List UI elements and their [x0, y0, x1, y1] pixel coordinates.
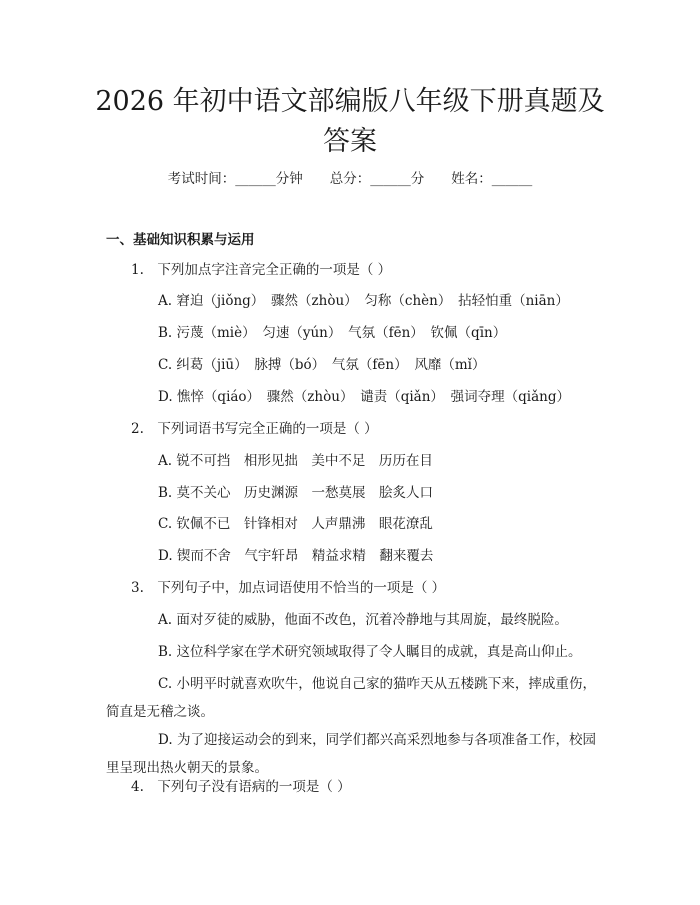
- question-2-stem: 2. 下列词语书写完全正确的一项是（ ）: [131, 421, 378, 437]
- question-1-option-a: A. 窘迫（jiǒng） 骤然（zhòu） 匀称（chèn） 拈轻怕重（niān）: [158, 293, 569, 309]
- question-2-option-c: C. 钦佩不已 针锋相对 人声鼎沸 眼花潦乱: [158, 516, 433, 532]
- question-1-option-c: C. 纠葛（jiū） 脉搏（bó） 气氛（fēn） 风靡（mǐ）: [158, 357, 486, 373]
- question-3-option-a: A. 面对歹徒的威胁，他面不改色，沉着冷静地与其周旋，最终脱险。: [158, 612, 568, 628]
- question-3-stem: 3. 下列句子中，加点词语使用不恰当的一项是（ ）: [131, 580, 446, 596]
- question-4-stem: 4. 下列句子没有语病的一项是（ ）: [131, 779, 351, 795]
- section-heading-1: 一、基础知识积累与运用: [106, 232, 255, 248]
- question-3-option-b: B. 这位科学家在学术研究领域取得了令人瞩目的成就，真是高山仰止。: [158, 644, 582, 660]
- question-2-option-b: B. 莫不关心 历史渊源 一愁莫展 脍炙人口: [158, 485, 434, 501]
- question-1-stem: 1. 下列加点字注音完全正确的一项是（ ）: [131, 262, 392, 278]
- exam-meta-line: 考试时间：______分钟 总分：______分 姓名：______: [167, 171, 533, 187]
- question-2-option-a: A. 锐不可挡 相形见拙 美中不足 历历在目: [158, 453, 433, 469]
- question-1-option-b: B. 污蔑（miè） 匀速（yún） 气氛（fēn） 钦佩（qīn）: [158, 325, 507, 341]
- question-3-option-d: D. 为了迎接运动会的到来，同学们都兴高采烈地参与各项准备工作，校园里呈现出热火朝天的景象。: [106, 732, 596, 776]
- question-1-option-d: D. 憔悴（qiáo） 骤然（zhòu） 谴责（qiǎn） 强词夺理（qiǎng）: [158, 389, 570, 405]
- question-3-option-c: C. 小明平时就喜欢吹牛，他说自己家的猫咋天从五楼跳下来，摔成重伤，简直是无稽之谈。: [106, 676, 596, 720]
- question-2-option-d: D. 锲而不舍 气宇轩昂 精益求精 翻来覆去: [158, 548, 434, 564]
- document-title: 2026 年初中语文部编版八年级下册真题及答案: [95, 86, 605, 157]
